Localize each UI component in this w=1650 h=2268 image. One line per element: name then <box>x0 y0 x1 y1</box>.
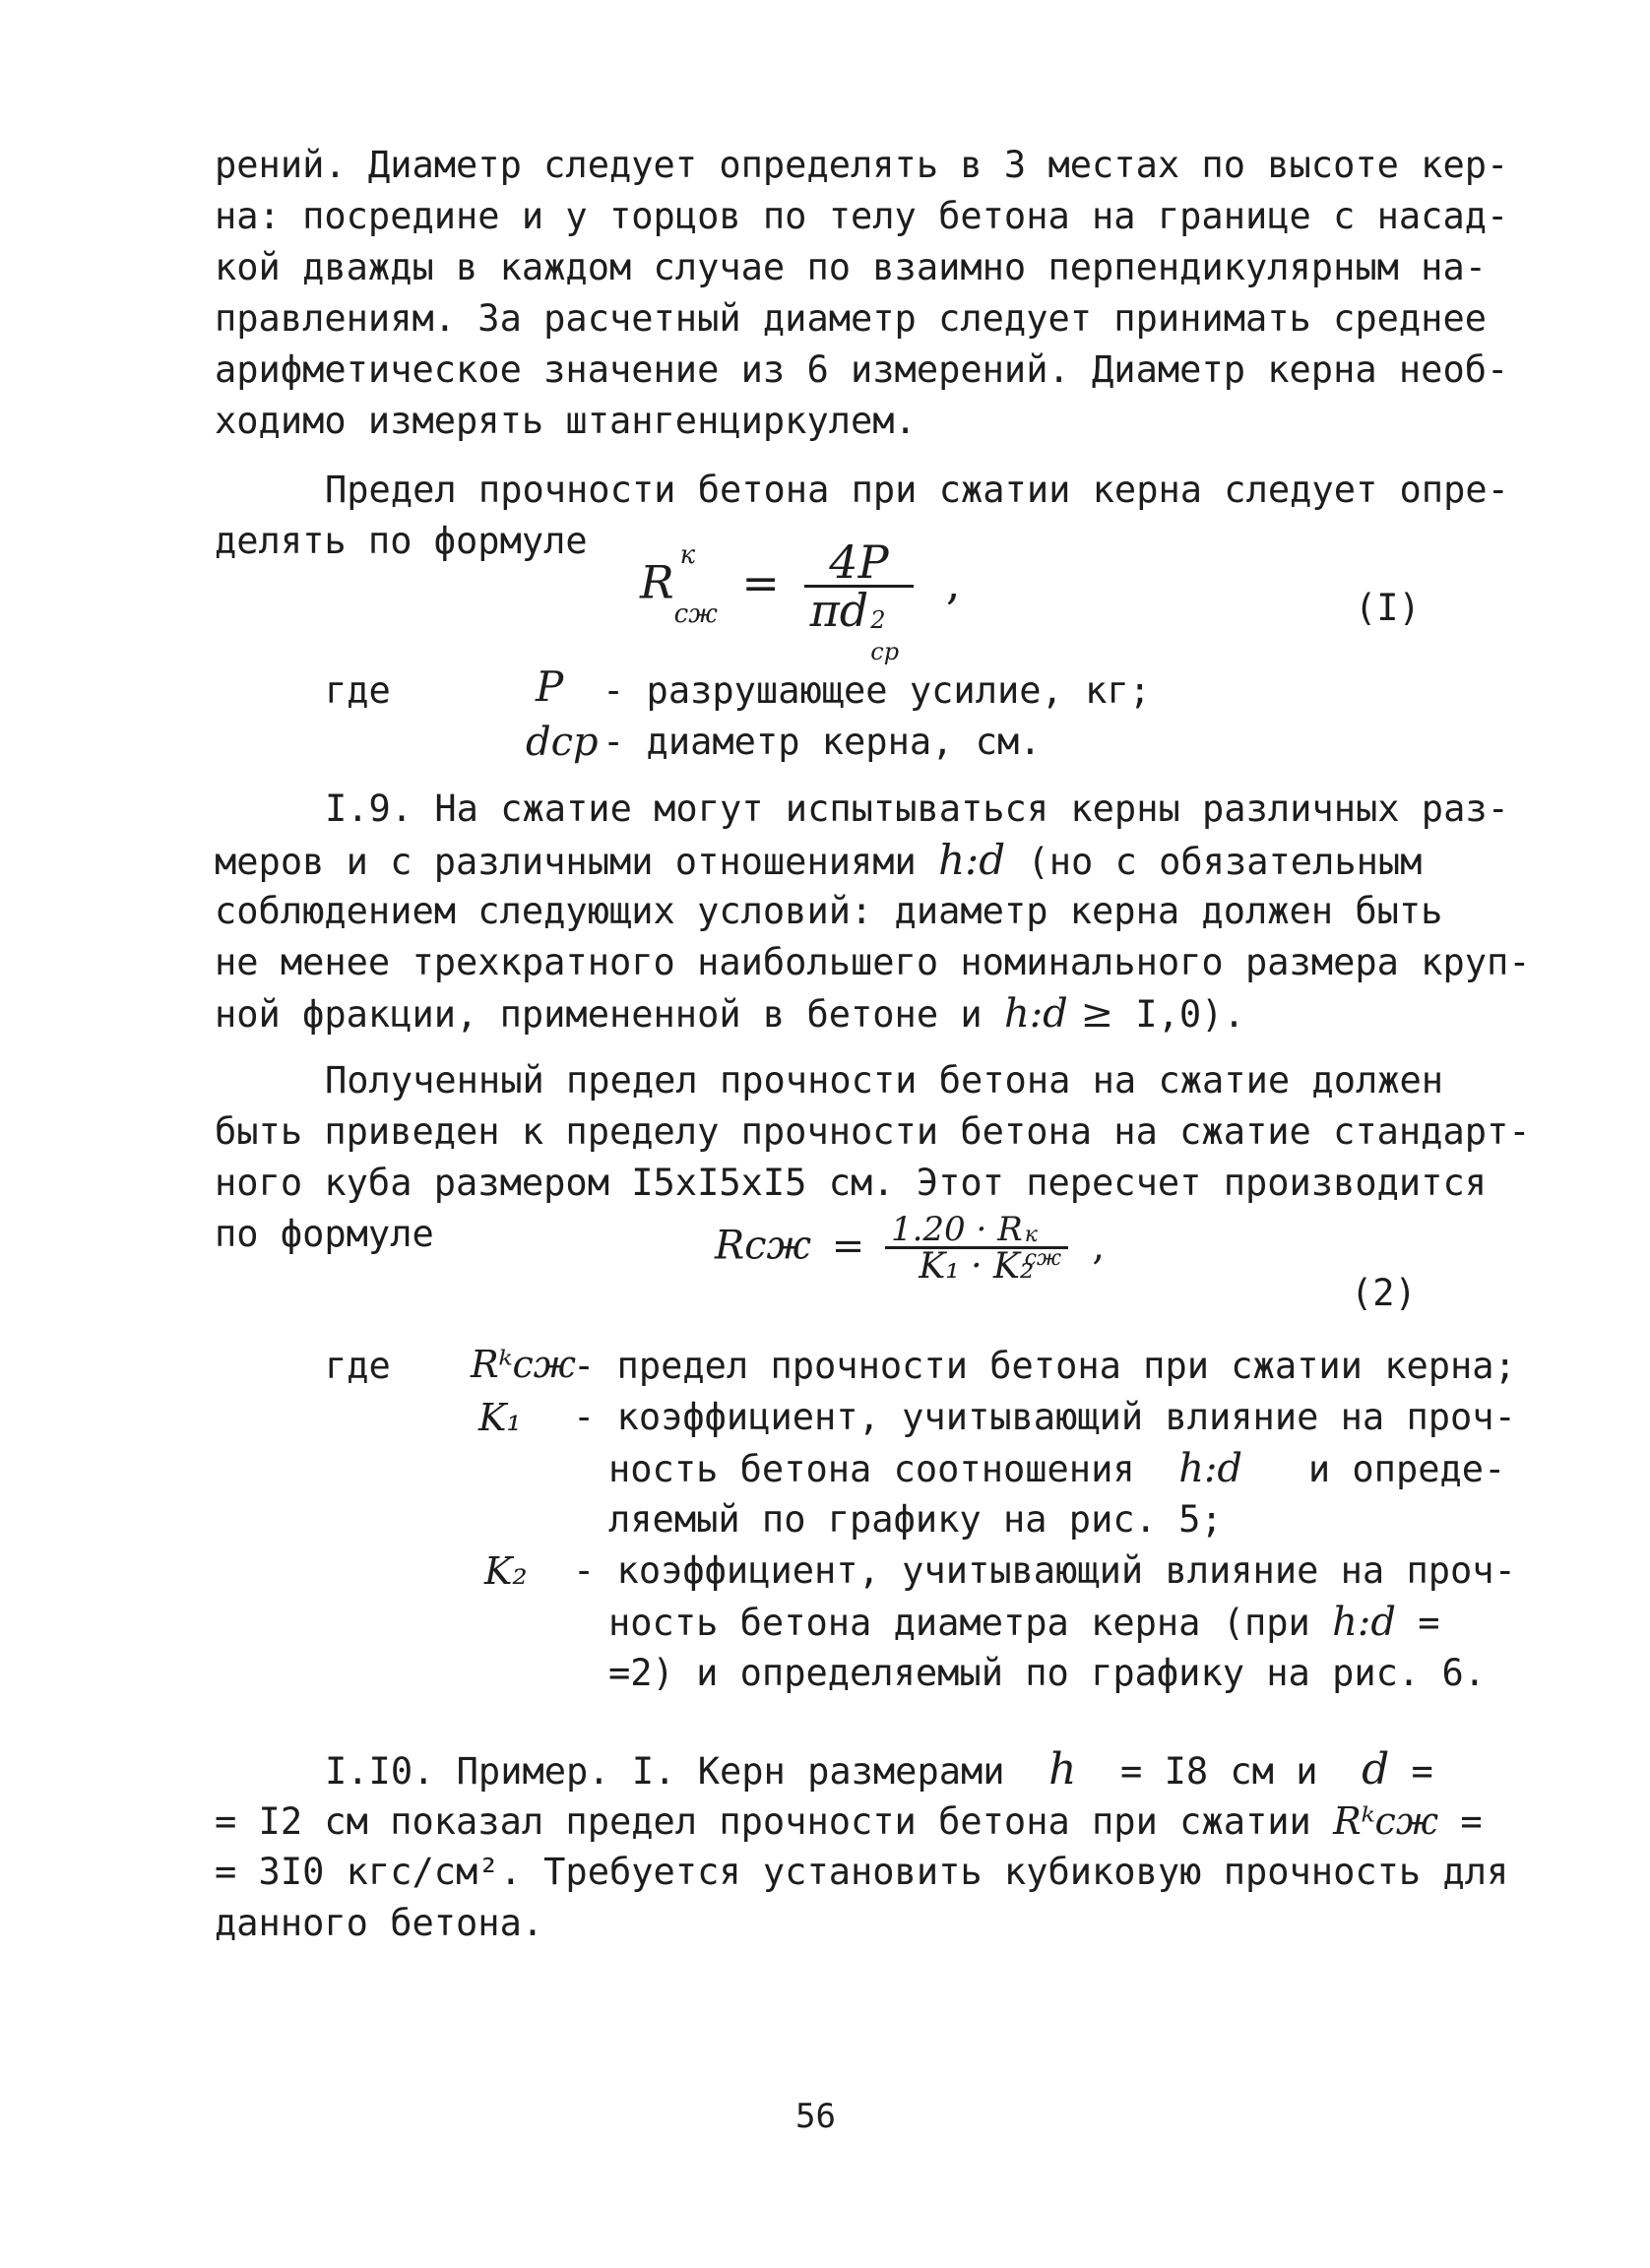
text-line: делять по формуле <box>215 520 588 562</box>
formula-1: R к $_{сж}$ = 4P πd 2 ср , <box>640 536 961 665</box>
text-line: ходимо измерять штангенциркулем. <box>215 400 917 442</box>
text-line: по формуле <box>215 1213 434 1255</box>
definition-text: - коэффициент, учитывающий влияние на проч- <box>573 1549 1516 1592</box>
where-label: где <box>325 1345 391 1387</box>
text-line: быть приведен к пределу прочности бетона на сжатие стандарт- <box>215 1110 1531 1153</box>
text-line: арифметическое значение из 6 измерений. Диаметр керна необ- <box>215 348 1509 391</box>
where-label: где <box>325 669 391 712</box>
formula-2: Rсж = 1.20 · R к сж K₁ · K₂ , <box>715 1210 1106 1287</box>
definition-text: =2) и определяемый по графику на рис. 6. <box>608 1652 1487 1694</box>
definition-text: ность бетона диаметра керна (при h:d = <box>608 1600 1440 1645</box>
text-line: кой дважды в каждом случае по взаимно перпендикулярным на- <box>215 246 1488 288</box>
symbol-k1: K₁ <box>478 1396 522 1439</box>
text-line: Полученный предел прочности бетона на сжатие должен <box>325 1059 1444 1102</box>
definition-text: - разрушающее усилие, кг; <box>603 669 1151 712</box>
text-line: соблюдением следующих условий: диаметр керна должен быть <box>215 890 1443 932</box>
definition-text: ность бетона соотношения h:d и опреде- <box>608 1446 1506 1491</box>
text-line: I.9. На сжатие могут испытываться керны различных раз- <box>325 788 1509 830</box>
text-line: данного бетона. <box>215 1902 544 1944</box>
formula-lhs: R к $_{сж}$ <box>640 539 718 629</box>
equation-number-1: (I) <box>1355 587 1421 629</box>
formula-fraction: 4P πd 2 ср <box>804 539 915 633</box>
text-line: на: посредине и у торцов по телу бетона на границе с насад- <box>215 195 1509 237</box>
text-line: меров и с различными отношениями h:d (но с обязательным <box>215 836 1423 884</box>
text-line: правлениям. За расчетный диаметр следует принимать среднее <box>215 297 1488 340</box>
text-line: = 3I0 кгс/см². Требуется установить кубиковую прочность для <box>215 1851 1509 1893</box>
symbol-k2: K₂ <box>484 1549 528 1593</box>
text-line: = I2 см показал предел прочности бетона при сжатии Rᵏсж = <box>215 1799 1483 1843</box>
definition-text: ляемый по графику на рис. 5; <box>608 1498 1223 1541</box>
symbol-r-core: Rᵏсж <box>471 1343 576 1386</box>
text-line: не менее трехкратного наибольшего номинального размера круп- <box>215 941 1531 983</box>
text-line: Предел прочности бетона при сжатии керна следует опре- <box>325 469 1509 511</box>
text-line: I.I0. Пример. I. Керн размерами h = I8 см и d = <box>325 1744 1433 1795</box>
equation-number-2: (2) <box>1351 1272 1417 1314</box>
definition-text: - диаметр керна, см. <box>603 721 1042 763</box>
text-line: рений. Диаметр следует определять в 3 местах по высоте кер- <box>215 144 1509 186</box>
symbol-d-avg: dср <box>526 720 599 765</box>
text-line: ного куба размером I5xI5xI5 см. Этот пересчет производится <box>215 1162 1488 1204</box>
definition-text: - коэффициент, учитывающий влияние на проч- <box>573 1396 1516 1438</box>
definition-text: - предел прочности бетона при сжатии керна; <box>573 1345 1516 1387</box>
formula-fraction: 1.20 · R к сж K₁ · K₂ <box>885 1213 1068 1285</box>
formula-lhs: Rсж <box>715 1223 811 1269</box>
page-number: 56 <box>795 2097 836 2136</box>
symbol-p: P <box>536 662 564 711</box>
text-line: ной фракции, примененной в бетоне и h:d ≥ I,0). <box>215 991 1245 1037</box>
